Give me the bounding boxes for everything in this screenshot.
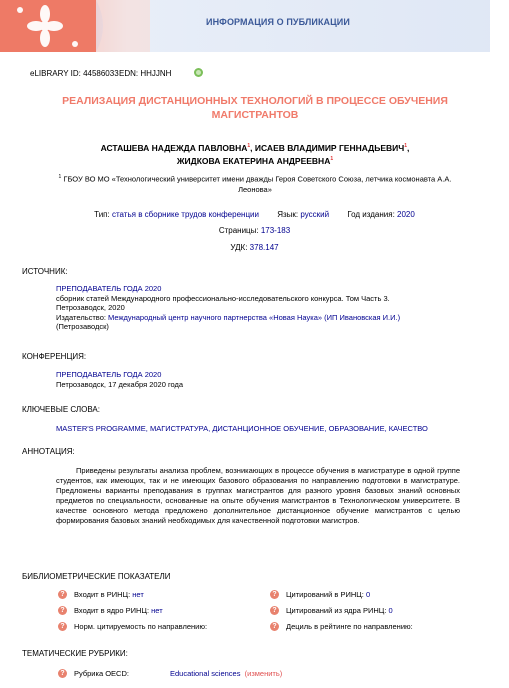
help-icon[interactable]: ? (270, 606, 279, 615)
pages (0, 226, 509, 235)
publisher-city: (Петрозаводск) (56, 322, 109, 331)
stat-label: Входит в ядро РИНЦ: (74, 606, 150, 615)
page-title: ИНФОРМАЦИЯ О ПУБЛИКАЦИИ (206, 17, 350, 27)
publication-meta (0, 210, 509, 219)
affiliation-mark: 1 (58, 174, 62, 180)
source-block (56, 284, 476, 332)
author-affiliation-mark: 1 (330, 155, 334, 162)
stat-value: нет (151, 606, 163, 615)
conference-link[interactable]: ПРЕПОДАВАТЕЛЬ ГОДА 2020 (56, 370, 162, 379)
rubric-value[interactable]: Educational sciences (170, 669, 241, 678)
stat-norm-citation (58, 622, 207, 631)
udc-label: УДК: (230, 243, 248, 252)
author-affiliation-mark: 1 (404, 143, 408, 149)
help-icon[interactable]: ? (270, 622, 279, 631)
udc (0, 243, 509, 252)
source-link[interactable]: ПРЕПОДАВАТЕЛЬ ГОДА 2020 (56, 284, 162, 293)
author-link[interactable]: АСТАШЕВА НАДЕЖДА ПАВЛОВНА (100, 142, 248, 153)
change-rubric-link[interactable]: (изменить) (244, 669, 283, 678)
edn-id: EDN: HHJJNH (119, 69, 172, 78)
stat-label: Цитирований в РИНЦ: (286, 590, 364, 599)
source-description: сборник статей Международного профессионально-исследовательского конкурса. Том Часть 3. (56, 293, 390, 303)
stat-label: Дециль в рейтинге по направлению: (286, 622, 413, 631)
rubrics-label: ТЕМАТИЧЕСКИЕ РУБРИКИ: (22, 649, 128, 658)
stat-decile (270, 622, 413, 631)
pages-value: 173-183 (260, 226, 291, 235)
type-label: Тип: (94, 210, 110, 219)
doi-link-icon[interactable] (194, 68, 203, 77)
stat-value[interactable]: 0 (365, 590, 371, 599)
udc-value: 378.147 (249, 243, 279, 252)
affiliation-text[interactable]: ГБОУ ВО МО «Технологический университет имени дважды Героя Советского Союза, летчика космонавта А.А. Леонова» (63, 174, 452, 194)
source-label: ИСТОЧНИК: (22, 267, 68, 276)
pages-label: Страницы: (218, 226, 259, 235)
help-icon[interactable]: ? (58, 606, 67, 615)
authors: АСТАШЕВА НАДЕЖДА ПАВЛОВНА$^1$, ИСАЕВ ВЛАДИМИР ГЕННАДЬЕВИЧ$^1$, ЖИДКОВА ЕКАТЕРИНА АНДРЕЕВНА$^1$ (100, 142, 410, 166)
author-affiliation-mark: 1 (247, 143, 251, 149)
author-link[interactable]: ИСАЕВ ВЛАДИМИР ГЕННАДЬЕВИЧ (254, 142, 405, 153)
publisher-link[interactable]: Международный центр научного партнерства «Новая Наука» (ИП Ивановская И.И.) (108, 312, 401, 322)
help-icon[interactable]: ? (58, 590, 67, 599)
rubric-label: Рубрика OECD: (74, 669, 129, 678)
stat-value: нет (132, 590, 144, 599)
author-link[interactable]: ЖИДКОВА ЕКАТЕРИНА АНДРЕЕВНА (176, 155, 331, 166)
type-value: статья в сборнике трудов конференции (111, 210, 259, 219)
keywords-list[interactable]: MASTER'S PROGRAMME, МАГИСТРАТУРА, ДИСТАНЦИОННОЕ ОБУЧЕНИЕ, ОБРАЗОВАНИЕ, КАЧЕСТВО (56, 424, 428, 433)
stat-rinc (58, 590, 144, 599)
year-value: 2020 (397, 210, 415, 219)
help-icon[interactable]: ? (270, 590, 279, 599)
stat-value[interactable]: 0 (388, 606, 393, 615)
publisher-label: Издательство: (56, 312, 106, 322)
year-label: Год издания: (347, 210, 395, 219)
help-icon[interactable]: ? (58, 622, 67, 631)
conference-label: КОНФЕРЕНЦИЯ: (22, 352, 87, 361)
stat-label: Цитирований из ядра РИНЦ: (286, 606, 387, 615)
conference-place: Петрозаводск, 17 декабря 2020 года (56, 379, 184, 389)
page-header (0, 0, 509, 52)
publication-title: РЕАЛИЗАЦИЯ ДИСТАНЦИОННЫХ ТЕХНОЛОГИЙ В ПРОЦЕССЕ ОБУЧЕНИЯ МАГИСТРАНТОВ (62, 95, 448, 121)
keywords-label: КЛЮЧЕВЫЕ СЛОВА: (22, 405, 100, 414)
stat-label: Входит в РИНЦ: (74, 590, 131, 599)
language-value: русский (300, 210, 330, 219)
stat-rinc-core (58, 606, 163, 615)
stat-citations-core (270, 606, 393, 615)
affiliation (50, 172, 460, 195)
help-icon[interactable]: ? (58, 669, 67, 678)
source-place-year: Петрозаводск, 2020 (56, 303, 125, 312)
rubric-oecd (58, 669, 282, 678)
stat-label: Норм. цитируемость по направлению: (74, 622, 208, 631)
conference-block (56, 370, 476, 389)
annotation-label: АННОТАЦИЯ: (22, 447, 75, 456)
language-label: Язык: (277, 210, 299, 219)
bibliometrics-label: БИБЛИОМЕТРИЧЕСКИЕ ПОКАЗАТЕЛИ (22, 572, 171, 581)
elibrary-id: eLIBRARY ID: 44586033 (30, 69, 119, 78)
stat-citations (270, 590, 370, 599)
annotation-text: Приведены результаты анализа проблем, возникающих в процессе обучения в магистратуре в одной группе студентов, как имеющих, так и не имеющих базового образования по направлению подготовки в магистратуре. Предложены варианты преподавания в группах магистрантов для разного уровня базовых знаний основных предметов по специальности, основанные на опыте обучения магистрантов в Технологическом университете. В качестве основного метода предложено дополнительное дистанционное обучение магистрантов с целью формирования базовых знаний необходимых для качественной подготовки магистров. (56, 466, 460, 525)
